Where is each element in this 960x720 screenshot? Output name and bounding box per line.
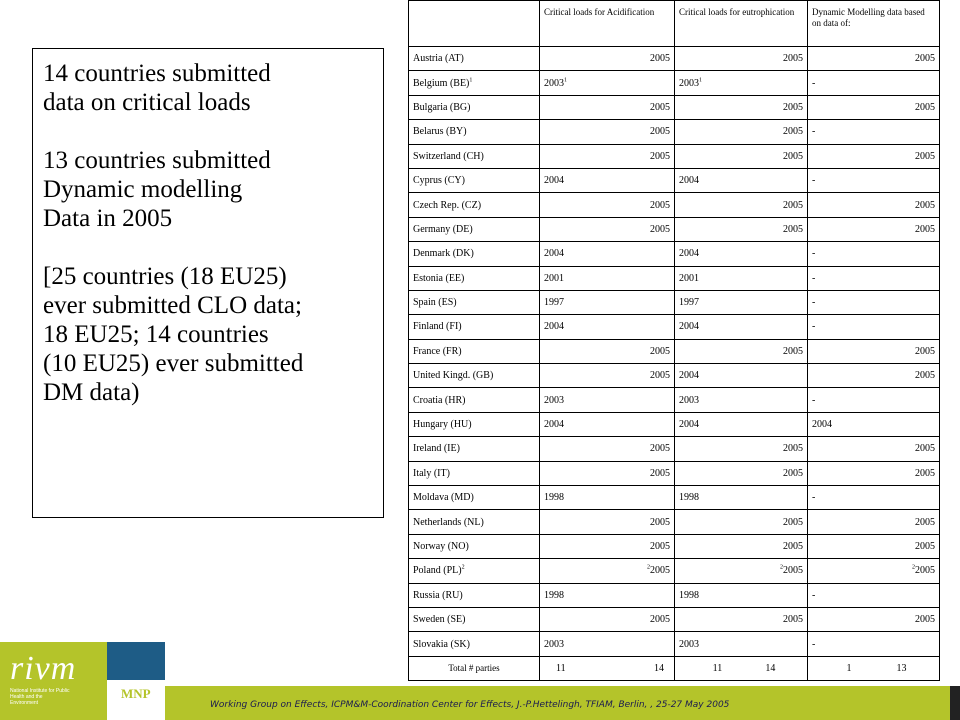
dynamic-modelling-cell [808, 95, 940, 119]
dynamic-modelling-cell-value: 2005 [915, 199, 935, 211]
country-cell-value: Ireland (IE) [413, 443, 460, 455]
total-values [812, 663, 935, 674]
country-cell-value: Bulgaria (BG) [413, 101, 471, 113]
table-row [409, 47, 940, 71]
acidification-cell-value: 2005 [650, 467, 670, 479]
table-row [409, 388, 940, 412]
country-cell [409, 144, 540, 168]
dynamic-modelling-cell [808, 217, 940, 241]
summary-line: 13 countries submitted [43, 147, 271, 174]
country-cell-value: Russia (RU) [413, 589, 463, 601]
eutrophication-cell [675, 120, 808, 144]
footnote-marker: 2 [780, 565, 783, 572]
country-cell [409, 168, 540, 192]
header-eutrophication: Critical loads for eutrophication [675, 1, 808, 47]
country-cell-value: Netherlands (NL) [413, 516, 484, 528]
country-cell [409, 461, 540, 485]
header-blank [409, 1, 540, 47]
dynamic-modelling-cell-value: - [812, 492, 816, 504]
table-row [409, 534, 940, 558]
acidification-cell-value: 1998 [544, 492, 564, 504]
country-cell [409, 607, 540, 631]
eutrophication-cell-value: 2004 [679, 419, 699, 431]
table-row [409, 632, 940, 656]
eutrophication-cell [675, 437, 808, 461]
acidification-cell [540, 120, 675, 144]
summary-line: ever submitted CLO data; [43, 292, 302, 319]
footnote-marker: 1 [469, 77, 473, 84]
table-row [409, 364, 940, 388]
country-cell [409, 559, 540, 583]
eutrophication-cell [675, 144, 808, 168]
dynamic-modelling-cell [808, 315, 940, 339]
country-cell-value: Sweden (SE) [413, 614, 466, 626]
country-cell [409, 266, 540, 290]
table-row [409, 412, 940, 436]
total-values [679, 663, 803, 674]
acidification-cell-value: 2004 [544, 175, 564, 187]
total-acid-cell [540, 656, 675, 680]
acidification-cell [540, 632, 675, 656]
table-row [409, 168, 940, 192]
acidification-cell [540, 534, 675, 558]
acidification-cell-value: 2005 [650, 516, 670, 528]
dynamic-modelling-cell-value: - [812, 297, 816, 309]
eutrophication-cell-value: 2001 [679, 272, 699, 284]
total-dm-cell [808, 656, 940, 680]
acidification-cell-value: 2004 [544, 419, 564, 431]
eutrophication-cell [675, 71, 808, 95]
dynamic-modelling-cell [808, 242, 940, 266]
acidification-cell-value: 2004 [544, 248, 564, 260]
eutrophication-cell-value: 2005 [783, 541, 803, 552]
acidification-cell [540, 266, 675, 290]
eutrophication-cell [675, 583, 808, 607]
dynamic-modelling-cell-value: - [812, 394, 816, 406]
header-dynamic-modelling: Dynamic Modelling data based on data of: [808, 1, 940, 47]
eutrophication-cell [675, 266, 808, 290]
acidification-cell [540, 461, 675, 485]
acidification-cell-value: 2005 [650, 53, 670, 65]
eutrophication-cell-value: 2004 [679, 321, 699, 333]
dynamic-modelling-cell-value: 2005 [915, 443, 935, 455]
dynamic-modelling-cell [808, 412, 940, 436]
dynamic-modelling-cell-value: - [812, 272, 816, 284]
country-cell [409, 632, 540, 656]
dynamic-modelling-cell [808, 339, 940, 363]
acidification-cell-value: 2003 [544, 394, 564, 406]
summary-textbox [32, 48, 384, 518]
acidification-cell-value: 2005 [650, 443, 670, 455]
country-cell-value: Belarus (BY) [413, 126, 467, 138]
acidification-cell [540, 388, 675, 412]
dynamic-modelling-cell-value: 2005 [915, 150, 935, 162]
total-label: Total # parties [409, 656, 540, 680]
acidification-cell [540, 607, 675, 631]
total-row [409, 656, 940, 680]
table-row [409, 95, 940, 119]
acidification-cell [540, 242, 675, 266]
summary-line: data on critical loads [43, 89, 251, 116]
country-cell [409, 120, 540, 144]
dynamic-modelling-cell-value: 2005 [915, 370, 935, 382]
acidification-cell-value: 2003 [544, 77, 564, 89]
logo-blue-block [107, 642, 165, 680]
eutrophication-cell-value: 2005 [783, 443, 803, 455]
eutrophication-cell [675, 95, 808, 119]
country-cell-value: Czech Rep. (CZ) [413, 199, 482, 211]
dynamic-modelling-cell [808, 510, 940, 534]
dynamic-modelling-cell-value: - [812, 77, 816, 89]
dynamic-modelling-cell-value: 2005 [915, 541, 935, 552]
total-value: 14 [654, 662, 664, 674]
dynamic-modelling-cell-value: 2004 [812, 419, 832, 431]
acidification-cell [540, 71, 675, 95]
acidification-cell [540, 364, 675, 388]
acidification-cell-value: 2005 [650, 199, 670, 211]
dynamic-modelling-cell-value: 2005 [915, 614, 935, 626]
table-row [409, 510, 940, 534]
acidification-cell [540, 47, 675, 71]
acidification-cell [540, 95, 675, 119]
acidification-cell-value: 2001 [544, 272, 564, 284]
acidification-cell-value: 2005 [650, 101, 670, 113]
eutrophication-cell-value: 2003 [679, 638, 699, 650]
eutrophication-cell-value: 1998 [679, 492, 699, 504]
eutrophication-cell-value: 2005 [783, 223, 803, 235]
country-cell-value: Croatia (HR) [413, 394, 466, 406]
eutrophication-cell [675, 193, 808, 217]
dynamic-modelling-cell-value: 2005 [915, 516, 935, 528]
country-cell-value: Poland (PL) [413, 565, 462, 577]
eutrophication-cell-value: 2005 [783, 126, 803, 138]
country-cell [409, 437, 540, 461]
footer-text: Working Group on Effects, ICPM&M-Coordination Center for Effects, J.-P.Hettelingh, TFIAM, Berlin, , 25-27 May 2005 [210, 700, 730, 710]
dynamic-modelling-cell [808, 168, 940, 192]
total-value: 11 [556, 662, 566, 674]
acidification-cell [540, 412, 675, 436]
table-row [409, 217, 940, 241]
country-cell-value: Spain (ES) [413, 297, 457, 309]
country-cell [409, 364, 540, 388]
table-row [409, 193, 940, 217]
dynamic-modelling-cell-value: 2005 [915, 565, 935, 577]
eutrophication-cell [675, 632, 808, 656]
dynamic-modelling-cell-value: - [812, 175, 816, 187]
acidification-cell-value: 2005 [650, 541, 670, 552]
dynamic-modelling-cell [808, 364, 940, 388]
eutrophication-cell-value: 2004 [679, 248, 699, 260]
acidification-cell-value: 2005 [650, 370, 670, 382]
dynamic-modelling-cell [808, 559, 940, 583]
eutrophication-cell [675, 607, 808, 631]
table-row [409, 290, 940, 314]
dynamic-modelling-cell-value: 2005 [915, 223, 935, 235]
critical-loads-table [408, 0, 940, 681]
eutrophication-cell [675, 168, 808, 192]
eutrophication-cell-value: 2005 [783, 516, 803, 528]
country-cell-value: Denmark (DK) [413, 248, 474, 260]
eutrophication-cell-value: 2005 [783, 150, 803, 162]
summary-line: (10 EU25) ever submitted [43, 350, 304, 377]
eutrophication-cell [675, 242, 808, 266]
eutrophication-cell-value: 1998 [679, 589, 699, 601]
acidification-cell [540, 217, 675, 241]
acidification-cell [540, 510, 675, 534]
dynamic-modelling-cell [808, 437, 940, 461]
acidification-cell-value: 2005 [650, 565, 670, 577]
country-cell-value: France (FR) [413, 345, 462, 357]
footnote-marker: 1 [564, 77, 567, 84]
rivm-logo: rivm [10, 650, 77, 687]
dynamic-modelling-cell-value: 2005 [915, 101, 935, 113]
country-cell [409, 510, 540, 534]
dynamic-modelling-cell [808, 607, 940, 631]
country-cell [409, 217, 540, 241]
country-cell [409, 583, 540, 607]
dynamic-modelling-cell-value: - [812, 248, 816, 260]
country-cell-value: Germany (DE) [413, 223, 473, 235]
eutrophication-cell-value: 2005 [783, 199, 803, 211]
acidification-cell [540, 290, 675, 314]
eutrophication-cell [675, 534, 808, 558]
eutrophication-cell-value: 2005 [783, 614, 803, 626]
country-cell [409, 47, 540, 71]
eutrophication-cell [675, 461, 808, 485]
eutrophication-cell [675, 510, 808, 534]
acidification-cell-value: 1997 [544, 297, 564, 309]
country-cell-value: Slovakia (SK) [413, 638, 470, 650]
country-cell-value: Finland (FI) [413, 321, 462, 333]
dynamic-modelling-cell-value: 2005 [915, 53, 935, 65]
country-cell-value: Moldava (MD) [413, 492, 474, 504]
total-value: 13 [896, 662, 907, 674]
dynamic-modelling-cell [808, 461, 940, 485]
dynamic-modelling-cell [808, 583, 940, 607]
total-values [544, 663, 670, 674]
country-cell-value: Estonia (EE) [413, 272, 465, 284]
eutrophication-cell-value: 1997 [679, 297, 699, 309]
table-row [409, 266, 940, 290]
country-cell [409, 412, 540, 436]
acidification-cell [540, 437, 675, 461]
country-cell-value: Italy (IT) [413, 467, 450, 479]
eutrophication-cell-value: 2004 [679, 175, 699, 187]
summary-line: [25 countries (18 EU25) [43, 263, 287, 290]
country-cell [409, 388, 540, 412]
acidification-cell-value: 2005 [650, 150, 670, 162]
eutrophication-cell [675, 364, 808, 388]
dynamic-modelling-cell [808, 120, 940, 144]
dynamic-modelling-cell [808, 534, 940, 558]
table-row [409, 71, 940, 95]
country-cell-value: Hungary (HU) [413, 419, 472, 431]
summary-paragraph [43, 262, 373, 407]
summary-line: Data in 2005 [43, 205, 173, 232]
eutrophication-cell-value: 2005 [783, 565, 803, 577]
table-row [409, 120, 940, 144]
total-value: 1 [846, 662, 852, 674]
dynamic-modelling-cell [808, 71, 940, 95]
dynamic-modelling-cell-value: 2005 [915, 467, 935, 479]
summary-line: DM data) [43, 379, 140, 406]
table-row [409, 437, 940, 461]
acidification-cell [540, 193, 675, 217]
table-row [409, 339, 940, 363]
header-acidification: Critical loads for Acidification [540, 1, 675, 47]
country-cell [409, 71, 540, 95]
dynamic-modelling-cell-value: - [812, 321, 816, 333]
country-cell-value: Switzerland (CH) [413, 150, 484, 162]
acidification-cell-value: 2005 [650, 126, 670, 138]
eutrophication-cell [675, 315, 808, 339]
country-cell [409, 242, 540, 266]
country-cell [409, 315, 540, 339]
country-cell-value: Belgium (BE) [413, 77, 470, 89]
dynamic-modelling-cell [808, 290, 940, 314]
total-value: 14 [765, 662, 776, 674]
footnote-marker: 1 [699, 77, 702, 84]
eutrophication-cell-value: 2005 [783, 53, 803, 65]
acidification-cell [540, 486, 675, 510]
country-cell [409, 534, 540, 558]
dynamic-modelling-cell [808, 193, 940, 217]
footnote-marker: 2 [912, 565, 915, 572]
dynamic-modelling-cell-value: - [812, 126, 816, 138]
table-row [409, 242, 940, 266]
acidification-cell-value: 2003 [544, 638, 564, 650]
eutrophication-cell [675, 486, 808, 510]
table-row [409, 583, 940, 607]
dynamic-modelling-cell [808, 47, 940, 71]
country-cell-value: Austria (AT) [413, 53, 464, 65]
dynamic-modelling-cell-value: 2005 [915, 345, 935, 357]
eutrophication-cell [675, 412, 808, 436]
mnp-logo: MNP [121, 686, 151, 701]
acidification-cell [540, 583, 675, 607]
summary-line: Dynamic modelling [43, 176, 243, 203]
table-row [409, 315, 940, 339]
country-cell [409, 193, 540, 217]
acidification-cell-value: 2005 [650, 345, 670, 357]
summary-line: 18 EU25; 14 countries [43, 321, 269, 348]
summary-paragraph [43, 59, 373, 117]
country-cell-value: Cyprus (CY) [413, 175, 465, 187]
eutrophication-cell-value: 2003 [679, 394, 699, 406]
rivm-subtitle: National Institute for Public Health and the Environment [10, 688, 70, 706]
acidification-cell-value: 1998 [544, 589, 564, 601]
dynamic-modelling-cell-value: - [812, 638, 816, 650]
dynamic-modelling-cell [808, 632, 940, 656]
acidification-cell [540, 559, 675, 583]
summary-line: 14 countries submitted [43, 60, 271, 87]
acidification-cell-value: 2005 [650, 614, 670, 626]
table-row [409, 486, 940, 510]
total-value: 11 [712, 662, 723, 674]
footnote-marker: 2 [647, 565, 650, 572]
total-eutro-cell [675, 656, 808, 680]
dynamic-modelling-cell-value: - [812, 589, 816, 601]
table-row [409, 559, 940, 583]
summary-paragraph [43, 146, 373, 233]
footnote-marker: 2 [461, 565, 465, 572]
eutrophication-cell [675, 47, 808, 71]
table-row [409, 144, 940, 168]
country-cell [409, 486, 540, 510]
eutrophication-cell-value: 2004 [679, 370, 699, 382]
eutrophication-cell [675, 559, 808, 583]
table-row [409, 461, 940, 485]
country-cell-value: United Kingd. (GB) [413, 370, 494, 382]
acidification-cell-value: 2005 [650, 223, 670, 235]
acidification-cell [540, 168, 675, 192]
country-cell-value: Norway (NO) [413, 541, 469, 552]
eutrophication-cell-value: 2003 [679, 77, 699, 89]
country-cell [409, 95, 540, 119]
eutrophication-cell [675, 339, 808, 363]
eutrophication-cell [675, 217, 808, 241]
eutrophication-cell-value: 2005 [783, 467, 803, 479]
country-cell [409, 290, 540, 314]
country-cell [409, 339, 540, 363]
dynamic-modelling-cell [808, 144, 940, 168]
dynamic-modelling-cell [808, 486, 940, 510]
eutrophication-cell [675, 290, 808, 314]
eutrophication-cell-value: 2005 [783, 345, 803, 357]
acidification-cell [540, 315, 675, 339]
table-row [409, 607, 940, 631]
acidification-cell [540, 144, 675, 168]
table-header-row [409, 1, 940, 47]
dynamic-modelling-cell [808, 388, 940, 412]
eutrophication-cell [675, 388, 808, 412]
dynamic-modelling-cell [808, 266, 940, 290]
footer-dark-block [950, 686, 960, 720]
eutrophication-cell-value: 2005 [783, 101, 803, 113]
acidification-cell-value: 2004 [544, 321, 564, 333]
acidification-cell [540, 339, 675, 363]
